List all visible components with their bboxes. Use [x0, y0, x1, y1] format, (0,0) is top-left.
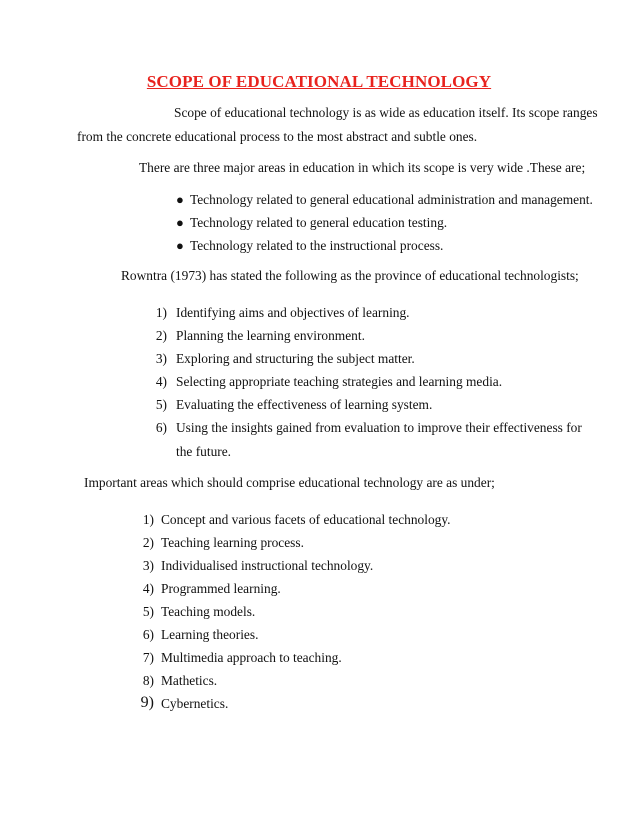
list-number: 1): [142, 512, 154, 527]
list-number: 2): [155, 328, 167, 343]
list-number: 3): [155, 351, 167, 366]
list-item: Mathetics.: [161, 673, 218, 688]
intro-line-2: from the concrete educational process to the most abstract and subtle ones.: [77, 129, 478, 144]
list-item: Selecting appropriate teaching strategies and learning media.: [176, 374, 503, 389]
list-number: 7): [142, 650, 154, 665]
list-item: Technology related to general education testing.: [190, 215, 448, 230]
important-intro: Important areas which should comprise educational technology are as under;: [84, 475, 495, 490]
list-number: 4): [155, 374, 167, 389]
list-number: 9): [140, 694, 154, 711]
list-number: 4): [142, 581, 154, 596]
list-number: 1): [155, 305, 167, 320]
list-number: 3): [142, 558, 154, 573]
list-number: 5): [155, 397, 167, 412]
list-number: 2): [142, 535, 154, 550]
intro-line-1: Scope of educational technology is as wide as education itself. Its scope ranges: [174, 105, 598, 120]
list-item: Learning theories.: [161, 627, 259, 642]
list-item: Teaching models.: [161, 604, 256, 619]
list-item-continuation: the future.: [176, 444, 232, 459]
list-item: Individualised instructional technology.: [161, 558, 374, 573]
list-item: Technology related to the instructional process.: [190, 238, 444, 253]
bullet-icon: ●: [176, 238, 184, 253]
bullet-icon: ●: [176, 192, 184, 207]
list-item: Concept and various facets of educational technology.: [161, 512, 451, 527]
list-item: Using the insights gained from evaluation to improve their effectiveness for: [176, 420, 582, 435]
page-title: SCOPE OF EDUCATIONAL TECHNOLOGY: [146, 72, 492, 91]
bullet-icon: ●: [176, 215, 184, 230]
list-number: 8): [142, 673, 154, 688]
list-item: Teaching learning process.: [161, 535, 304, 550]
list-item: Programmed learning.: [161, 581, 281, 596]
list-item: Multimedia approach to teaching.: [161, 650, 342, 665]
list-item: Technology related to general educational administration and management.: [190, 192, 593, 207]
rowntra-intro: Rowntra (1973) has stated the following as the province of educational technologists;: [121, 268, 579, 283]
list-number: 6): [155, 420, 167, 435]
areas-intro: There are three major areas in education in which its scope is very wide .These are;: [139, 160, 586, 175]
list-item: Planning the learning environment.: [176, 328, 365, 343]
list-item: Evaluating the effectiveness of learning system.: [176, 397, 433, 412]
list-item: Exploring and structuring the subject matter.: [176, 351, 415, 366]
list-item: Cybernetics.: [161, 696, 229, 711]
list-number: 5): [142, 604, 154, 619]
list-number: 6): [142, 627, 154, 642]
list-item: Identifying aims and objectives of learning.: [176, 305, 410, 320]
